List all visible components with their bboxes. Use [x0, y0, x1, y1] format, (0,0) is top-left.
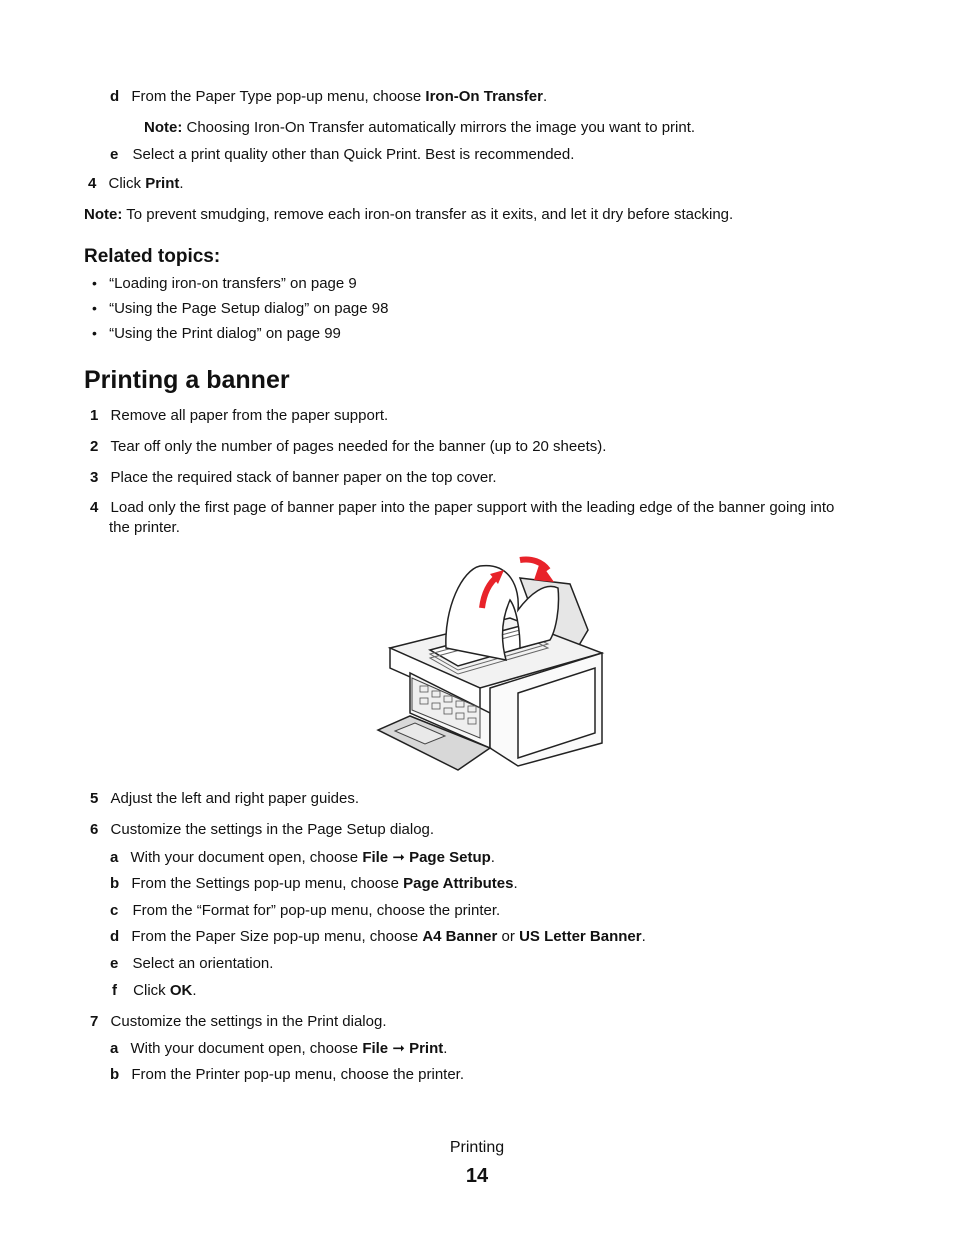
bullet-icon: • [92, 275, 97, 291]
step-1: 1 Remove all paper from the paper support. [90, 407, 389, 424]
menu-arrow-icon: ➞ [392, 1040, 405, 1057]
step-4: 4 Load only the first page of banner paper into the paper support with the leading edge of the banner going into [90, 499, 835, 516]
step6-substep-f: f Click OK. [112, 982, 197, 999]
step-4-continued: the printer. [109, 519, 180, 536]
bullet-icon: • [92, 325, 97, 341]
step-7: 7 Customize the settings in the Print dialog. [90, 1013, 387, 1030]
step6-substep-a: a With your document open, choose File ➞ Page Setup. [110, 849, 495, 866]
related-item[interactable]: • “Loading iron-on transfers” on page 9 [92, 275, 357, 292]
bullet-icon: • [92, 300, 97, 316]
related-topics-heading: Related topics: [84, 246, 221, 267]
note-iron-on: Note: Choosing Iron-On Transfer automatically mirrors the image you want to print. [144, 119, 696, 136]
step-5: 5 Adjust the left and right paper guides. [90, 790, 360, 807]
step7-substep-a: a With your document open, choose File ➞ Print. [110, 1040, 448, 1057]
step6-substep-e: e Select an orientation. [110, 955, 274, 972]
footer-section-label: Printing [449, 1139, 505, 1156]
substep-d: d From the Paper Type pop-up menu, choose Iron-On Transfer. [110, 88, 548, 105]
page-number: 14 [465, 1165, 489, 1187]
printer-banner-illustration [370, 548, 610, 780]
step-4-click-print: 4 Click Print. [88, 175, 184, 192]
step-6: 6 Customize the settings in the Page Setup dialog. [90, 821, 435, 838]
menu-arrow-icon: ➞ [392, 849, 405, 866]
step-3: 3 Place the required stack of banner paper on the top cover. [90, 469, 497, 486]
step6-substep-c: c From the “Format for” pop-up menu, choose the printer. [110, 902, 501, 919]
step-2: 2 Tear off only the number of pages needed for the banner (up to 20 sheets). [90, 438, 607, 455]
step6-substep-b: b From the Settings pop-up menu, choose Page Attributes. [110, 875, 518, 892]
section-title: Printing a banner [84, 366, 290, 394]
substep-e: e Select a print quality other than Quick Print. Best is recommended. [110, 146, 575, 163]
step7-substep-b: b From the Printer pop-up menu, choose the printer. [110, 1066, 465, 1083]
note-smudging: Note: To prevent smudging, remove each iron-on transfer as it exits, and let it dry before stacking. [84, 206, 734, 223]
related-item[interactable]: • “Using the Print dialog” on page 99 [92, 325, 341, 342]
related-item[interactable]: • “Using the Page Setup dialog” on page 98 [92, 300, 389, 317]
step6-substep-d: d From the Paper Size pop-up menu, choose A4 Banner or US Letter Banner. [110, 928, 646, 945]
